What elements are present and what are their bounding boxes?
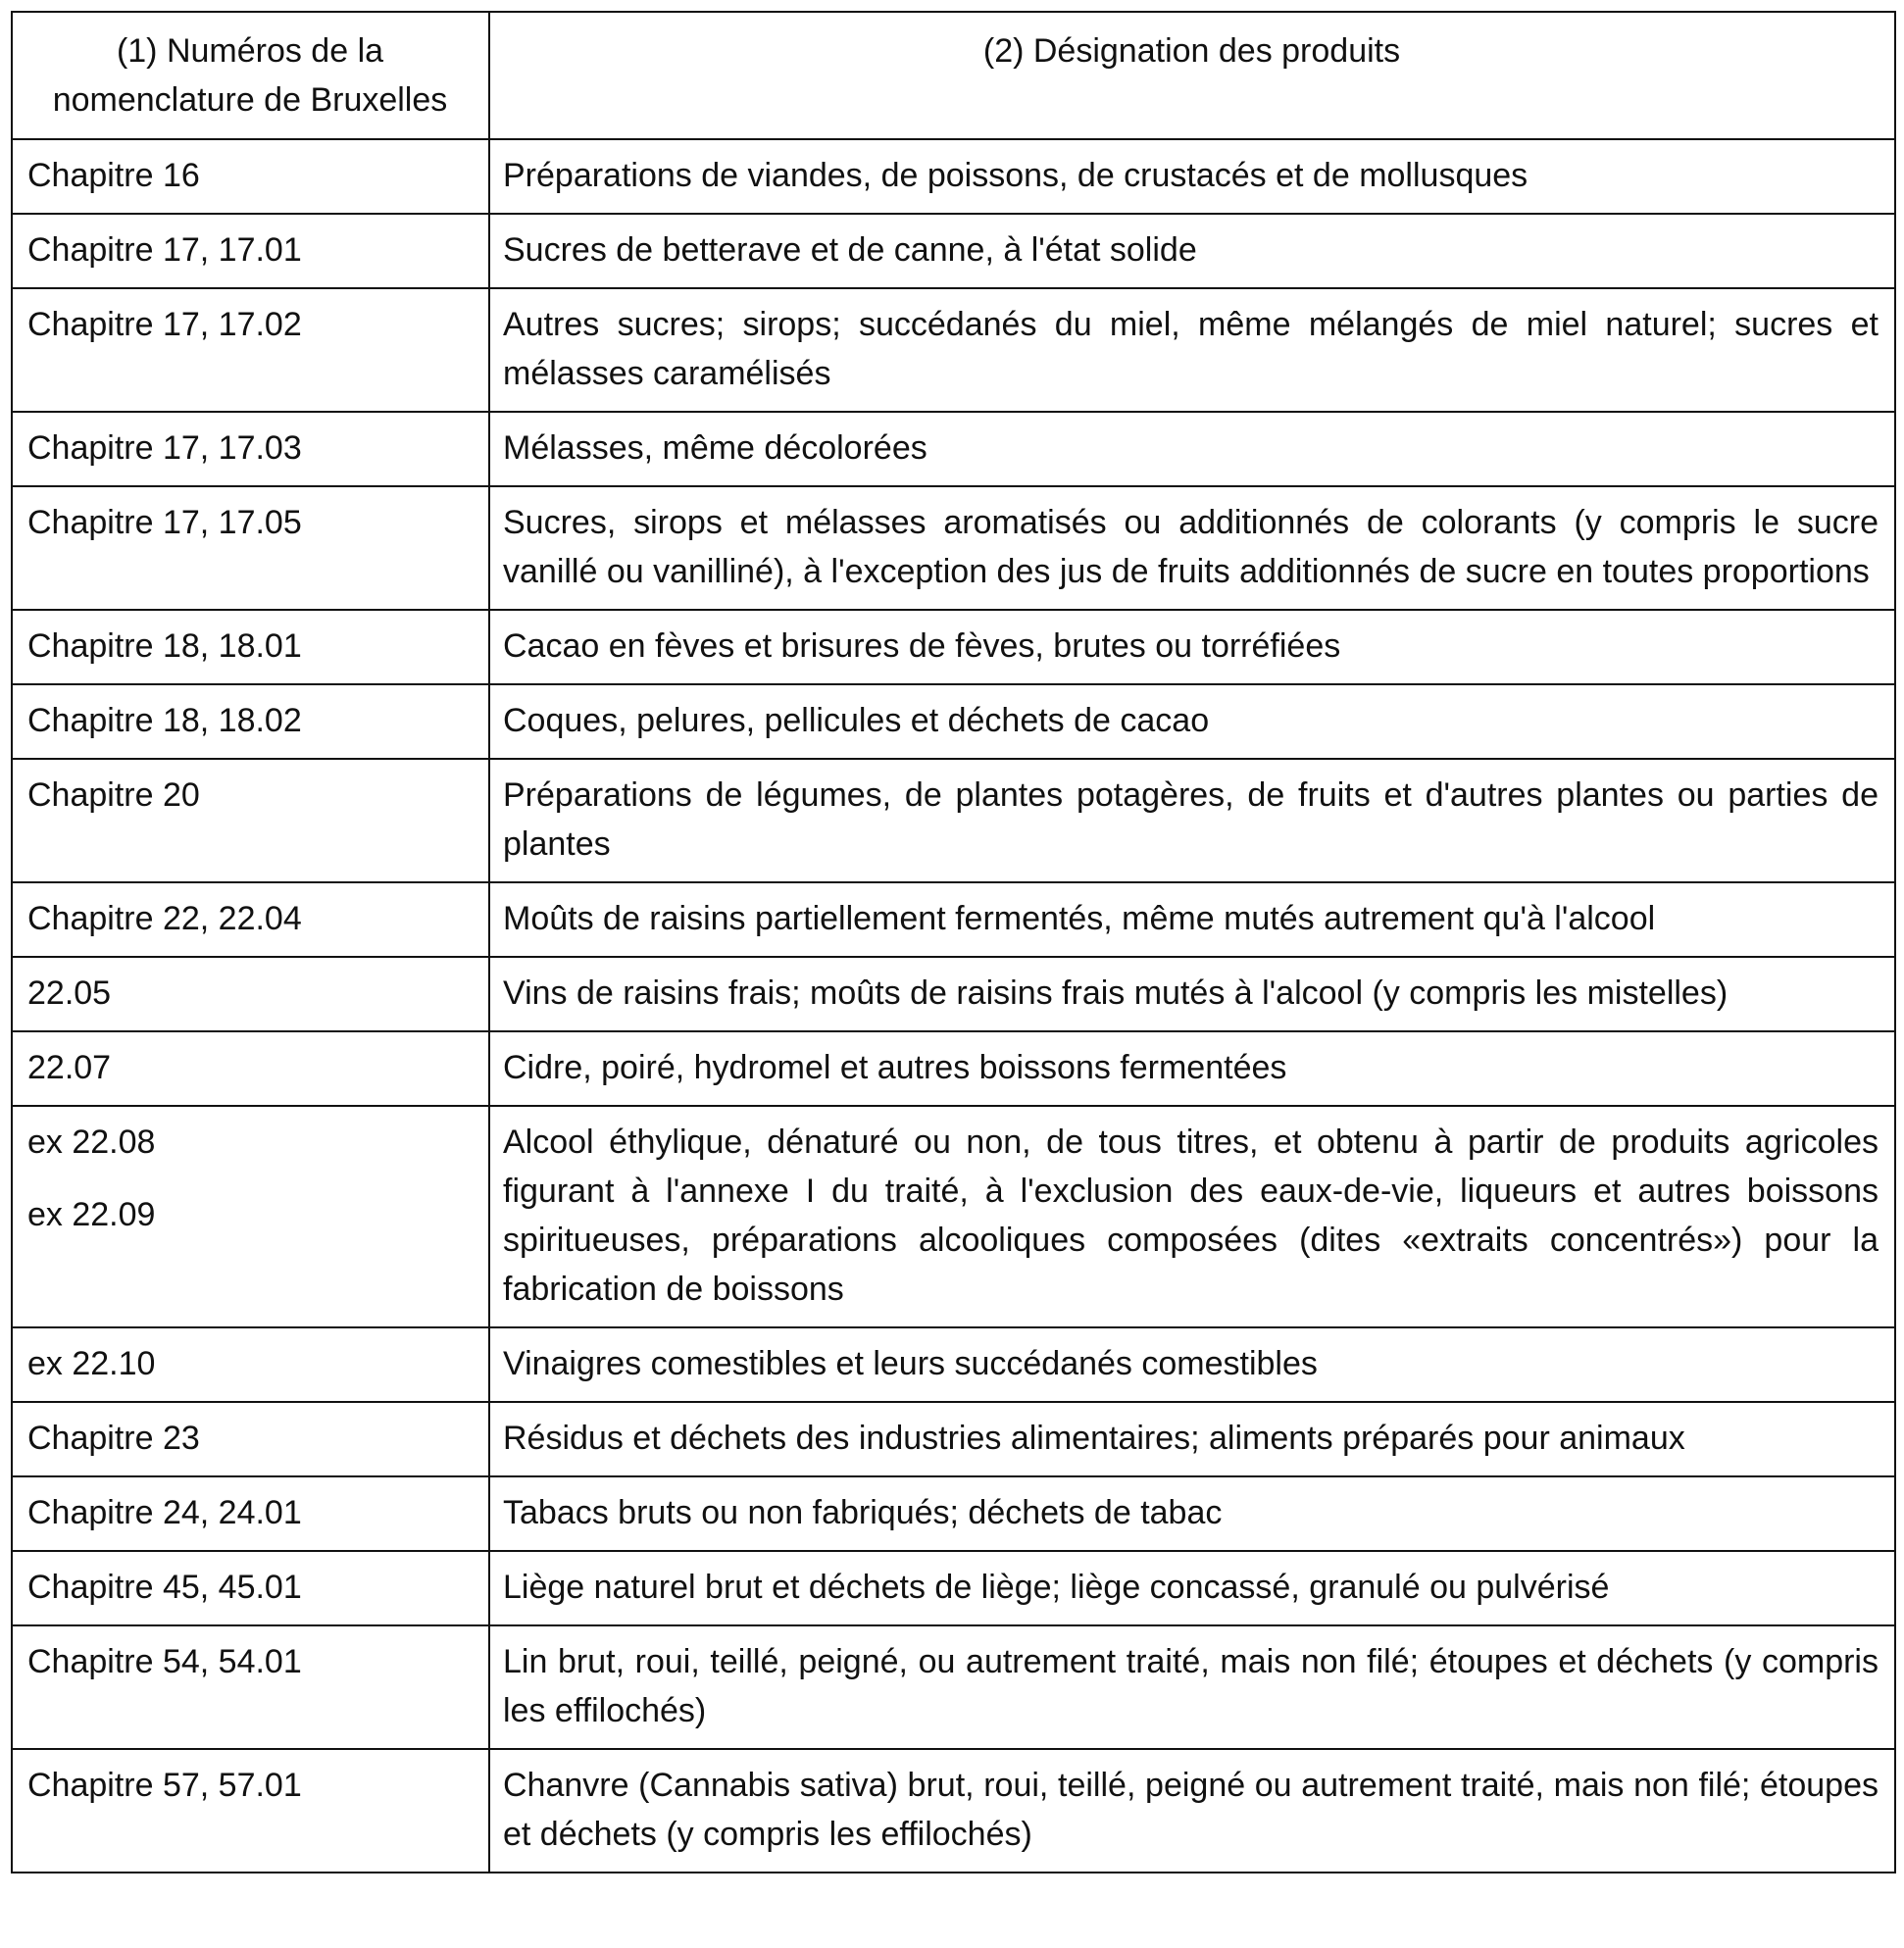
- table-row: [12, 1327, 1895, 1402]
- header-brussels-nomenclature: (1) Numéros de la nomenclature de Bruxelles: [12, 12, 489, 139]
- table-row: [12, 1551, 1895, 1625]
- table-row: [12, 288, 1895, 412]
- nomenclature-code-cell: [12, 759, 489, 882]
- table-row: [12, 882, 1895, 957]
- table-row: [12, 1031, 1895, 1106]
- nomenclature-code-cell: [12, 1551, 489, 1625]
- nomenclature-code: Chapitre 17, 17.05: [27, 504, 302, 541]
- table-body: [12, 139, 1895, 1873]
- table-row: [12, 139, 1895, 214]
- products-table: [11, 11, 1896, 1873]
- table-row: [12, 957, 1895, 1031]
- product-designation: Préparations de légumes, de plantes potagères, de fruits et d'autres plantes ou parties de plantes: [489, 759, 1895, 882]
- header-product-designation: (2) Désignation des produits: [489, 12, 1895, 139]
- table-row: [12, 1625, 1895, 1749]
- nomenclature-code: ex 22.08: [27, 1124, 156, 1161]
- nomenclature-code-cell: [12, 1476, 489, 1551]
- table-row: [12, 412, 1895, 486]
- nomenclature-code: Chapitre 20: [27, 776, 200, 814]
- product-designation: Lin brut, roui, teillé, peigné, ou autrement traité, mais non filé; étoupes et déchets (y compris les effilochés): [489, 1625, 1895, 1749]
- table-row: [12, 684, 1895, 759]
- product-designation: Cacao en fèves et brisures de fèves, brutes ou torréfiées: [489, 610, 1895, 684]
- product-designation: Sucres, sirops et mélasses aromatisés ou additionnés de colorants (y compris le sucre vanillé ou vanilliné), à l'exception des jus de fruits additionnés de sucre en toutes proportions: [489, 486, 1895, 610]
- product-designation: Préparations de viandes, de poissons, de crustacés et de mollusques: [489, 139, 1895, 214]
- nomenclature-code-cell: [12, 139, 489, 214]
- product-designation: Sucres de betterave et de canne, à l'état solide: [489, 214, 1895, 288]
- nomenclature-code: Chapitre 18, 18.02: [27, 702, 302, 739]
- nomenclature-code: Chapitre 17, 17.03: [27, 429, 302, 467]
- nomenclature-code-cell: [12, 412, 489, 486]
- nomenclature-code-cell: [12, 214, 489, 288]
- product-designation: Moûts de raisins partiellement fermentés, même mutés autrement qu'à l'alcool: [489, 882, 1895, 957]
- product-designation: Vinaigres comestibles et leurs succédanés comestibles: [489, 1327, 1895, 1402]
- product-designation: Résidus et déchets des industries alimentaires; aliments préparés pour animaux: [489, 1402, 1895, 1476]
- product-designation: Mélasses, même décolorées: [489, 412, 1895, 486]
- nomenclature-code-cell: [12, 684, 489, 759]
- nomenclature-code: ex 22.09: [27, 1196, 156, 1233]
- product-designation: Autres sucres; sirops; succédanés du miel, même mélangés de miel naturel; sucres et mélasses caramélisés: [489, 288, 1895, 412]
- product-designation: Tabacs bruts ou non fabriqués; déchets de tabac: [489, 1476, 1895, 1551]
- table-row: [12, 1402, 1895, 1476]
- table-row: [12, 1476, 1895, 1551]
- table-row: [12, 610, 1895, 684]
- nomenclature-code: Chapitre 45, 45.01: [27, 1569, 302, 1606]
- nomenclature-code: Chapitre 18, 18.01: [27, 627, 302, 665]
- nomenclature-code: Chapitre 23: [27, 1420, 200, 1457]
- product-designation: Alcool éthylique, dénaturé ou non, de tous titres, et obtenu à partir de produits agricoles figurant à l'annexe I du traité, à l'exclusion des eaux-de-vie, liqueurs et autres boissons spiritueuses, préparations alcooliques composées (dites «extraits concentrés») pour la fabrication de boissons: [489, 1106, 1895, 1327]
- table-row: [12, 1749, 1895, 1873]
- nomenclature-code: Chapitre 54, 54.01: [27, 1643, 302, 1680]
- nomenclature-code: Chapitre 17, 17.01: [27, 231, 302, 269]
- product-designation: Vins de raisins frais; moûts de raisins frais mutés à l'alcool (y compris les mistelles): [489, 957, 1895, 1031]
- product-designation: Liège naturel brut et déchets de liège; liège concassé, granulé ou pulvérisé: [489, 1551, 1895, 1625]
- nomenclature-code-cell: [12, 1031, 489, 1106]
- table-row: [12, 214, 1895, 288]
- table-row: [12, 1106, 1895, 1327]
- table-row: [12, 759, 1895, 882]
- nomenclature-code-cell: [12, 957, 489, 1031]
- nomenclature-code-cell: [12, 288, 489, 412]
- product-designation: Cidre, poiré, hydromel et autres boissons fermentées: [489, 1031, 1895, 1106]
- product-designation: Coques, pelures, pellicules et déchets de cacao: [489, 684, 1895, 759]
- table-row: [12, 486, 1895, 610]
- nomenclature-code-cell: [12, 610, 489, 684]
- nomenclature-code: 22.05: [27, 974, 112, 1012]
- nomenclature-code: Chapitre 16: [27, 157, 200, 194]
- nomenclature-code: Chapitre 17, 17.02: [27, 306, 302, 343]
- nomenclature-code-cell: [12, 486, 489, 610]
- nomenclature-code: Chapitre 22, 22.04: [27, 900, 302, 937]
- nomenclature-code: ex 22.10: [27, 1345, 156, 1382]
- nomenclature-code: 22.07: [27, 1049, 112, 1086]
- nomenclature-code-cell: [12, 882, 489, 957]
- nomenclature-code-cell: [12, 1327, 489, 1402]
- nomenclature-code-cell: [12, 1402, 489, 1476]
- nomenclature-code-cell: [12, 1749, 489, 1873]
- table-header-row: [12, 12, 1895, 139]
- nomenclature-code-cell: [12, 1625, 489, 1749]
- nomenclature-code: Chapitre 57, 57.01: [27, 1767, 302, 1804]
- nomenclature-code: Chapitre 24, 24.01: [27, 1494, 302, 1531]
- nomenclature-code-cell: [12, 1106, 489, 1327]
- product-designation: Chanvre (Cannabis sativa) brut, roui, teillé, peigné ou autrement traité, mais non filé; étoupes et déchets (y compris les effilochés): [489, 1749, 1895, 1873]
